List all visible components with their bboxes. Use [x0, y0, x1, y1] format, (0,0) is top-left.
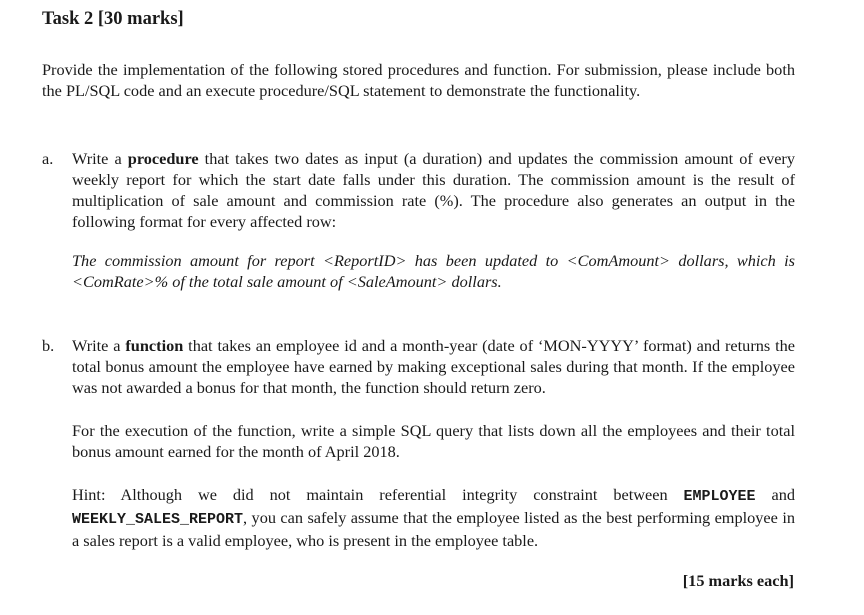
part-a-keyword: procedure [127, 149, 199, 168]
part-b-execution-note: For the execution of the function, write a simple SQL query that lists down all the employees and their total bonus amount earned for the month of April 2018. [72, 421, 795, 461]
part-b-description [72, 335, 795, 398]
hint-text-before: Hint: Although we did not maintain referential integrity constraint between [72, 485, 684, 504]
part-b-text-before: Write a [72, 336, 126, 355]
part-a-output-format: The commission amount for report <ReportID> has been updated to <ComAmount> dollars, which is <ComRate>% of the total sale amount of <SaleAmount> dollars. [72, 251, 795, 291]
weekly-sales-report-table-name: WEEKLY_SALES_REPORT [72, 511, 244, 528]
marks-note: [15 marks each] [682, 571, 794, 590]
hint-text-after: , you can safely assume that the employee listed as the best performing employee in a sales report is a valid employee, who is present in the employee table. [72, 508, 795, 550]
task-title: Task 2 [30 marks] [42, 9, 184, 29]
task-intro: Provide the implementation of the following stored procedures and function. For submission, please include both the PL/SQL code and an execute procedure/SQL statement to demonstrate the functionality. [42, 60, 795, 100]
part-b-hint [72, 484, 795, 551]
part-a-text-after: that takes two dates as input (a duration) and updates the commission amount of every weekly report for which the start date falls under this duration. The commission amount is the result of multiplication of sale amount and commission rate (%). The procedure also generates an output in the following format for every affected row: [72, 149, 795, 231]
part-a-description [72, 148, 795, 232]
employee-table-name: EMPLOYEE [683, 488, 756, 505]
part-a-label: a. [42, 149, 54, 168]
part-a-text-before: Write a [72, 149, 128, 168]
part-b-text-after: that takes an employee id and a month-year (date of ‘MON-YYYY’ format) and returns the total bonus amount the employee have earned by making exceptional sales during that month. If the employee was not awarded a bonus for that month, the function should return zero. [72, 336, 795, 397]
part-b-keyword: function [125, 336, 184, 355]
hint-and: and [755, 485, 795, 504]
part-b-label: b. [42, 336, 55, 355]
